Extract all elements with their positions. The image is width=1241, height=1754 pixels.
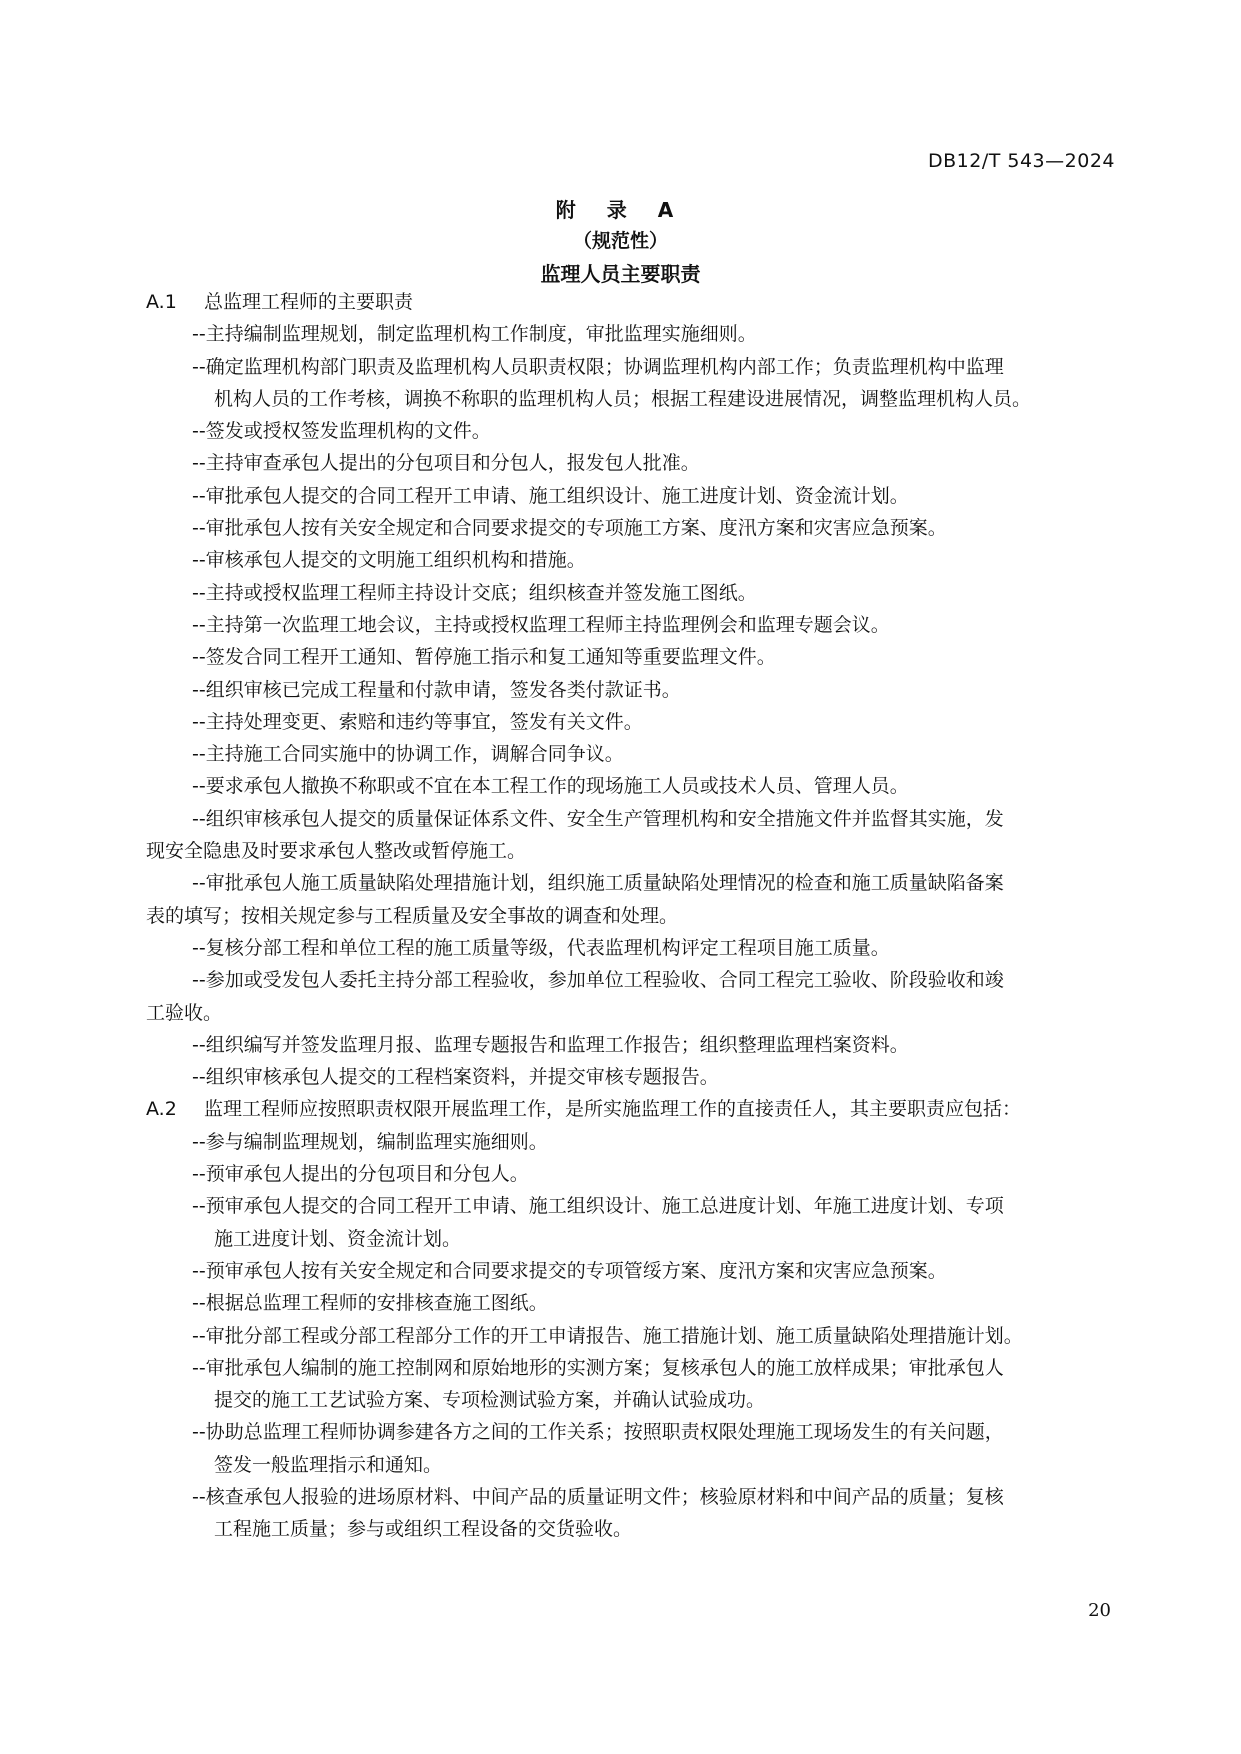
page-number: 20 [1088, 1600, 1111, 1621]
list-item: --组织审核承包人提交的工程档案资料，并提交审核专题报告。 [192, 1066, 719, 1089]
appendix-label: 附 录 A [555, 198, 686, 222]
appendix-title: 监理人员主要职责 [540, 262, 701, 286]
list-item: --审核承包人提交的文明施工组织机构和措施。 [192, 549, 586, 572]
list-item: --预审承包人提交的合同工程开工申请、施工组织设计、施工总进度计划、年施工进度计划、专项 [192, 1195, 1004, 1218]
list-item: --组织审核承包人提交的质量保证体系文件、安全生产管理机构和安全措施文件并监督其实施，发 [192, 807, 1004, 830]
list-item: --参与编制监理规划，编制监理实施细则。 [192, 1130, 548, 1153]
list-item: --参加或受发包人委托主持分部工程验收，参加单位工程验收、合同工程完工验收、阶段验收和竣 [192, 969, 1004, 992]
list-item: --主持编制监理规划，制定监理机构工作制度，审批监理实施细则。 [192, 323, 757, 346]
list-item-continuation: 机构人员的工作考核，调换不称职的监理机构人员；根据工程建设进展情况，调整监理机构人员。 [214, 387, 1032, 410]
list-item: --确定监理机构部门职责及监理机构人员职责权限；协调监理机构内部工作；负责监理机构中监理 [192, 355, 1004, 378]
list-item: --根据总监理工程师的安排核查施工图纸。 [192, 1292, 548, 1315]
list-item-continuation: 提交的施工工艺试验方案、专项检测试验方案，并确认试验成功。 [214, 1389, 766, 1412]
section-number: A.2 [146, 1098, 177, 1121]
list-item-continuation: 现安全隐患及时要求承包人整改或暂停施工。 [146, 840, 527, 863]
list-item: --主持处理变更、索赔和违约等事宜，签发有关文件。 [192, 710, 643, 733]
list-item: --要求承包人撤换不称职或不宜在本工程工作的现场施工人员或技术人员、管理人员。 [192, 775, 909, 798]
list-item-continuation: 工验收。 [146, 1001, 223, 1024]
list-item: --主持审查承包人提出的分包项目和分包人，报发包人批准。 [192, 452, 700, 475]
list-item: --组织编写并签发监理月报、监理专题报告和监理工作报告；组织整理监理档案资料。 [192, 1033, 909, 1056]
list-item: --复核分部工程和单位工程的施工质量等级，代表监理机构评定工程项目施工质量。 [192, 936, 890, 959]
section-number: A.1 [146, 291, 177, 313]
list-item-continuation: 表的填写；按相关规定参与工程质量及安全事故的调查和处理。 [146, 904, 679, 927]
list-item: --预审承包人提出的分包项目和分包人。 [192, 1163, 529, 1186]
section-heading-a1 [146, 286, 1124, 318]
list-item: --审批承包人编制的施工控制网和原始地形的实测方案；复核承包人的施工放样成果；审批承包人 [192, 1356, 1004, 1379]
list-item: --预审承包人按有关安全规定和合同要求提交的专项管绥方案、度汛方案和灾害应急预案。 [192, 1259, 947, 1282]
list-item: --协助总监理工程师协调参建各方之间的工作关系；按照职责权限处理施工现场发生的有关问题， [192, 1421, 1004, 1444]
list-item-continuation: 签发一般监理指示和通知。 [214, 1453, 443, 1476]
list-item: --核查承包人报验的进场原材料、中间产品的质量证明文件；核验原材料和中间产品的质量；复核 [192, 1485, 1004, 1508]
list-item-continuation: 工程施工质量；参与或组织工程设备的交货验收。 [214, 1518, 633, 1541]
list-item: --审批承包人施工质量缺陷处理措施计划，组织施工质量缺陷处理情况的检查和施工质量缺陷备案 [192, 872, 1004, 895]
appendix-normative-tag: （规范性） [572, 230, 668, 252]
section-heading-a2 [146, 1093, 1124, 1125]
list-item: --审批分部工程或分部工程部分工作的开工申请报告、施工措施计划、施工质量缺陷处理措施计划。 [192, 1324, 1023, 1347]
list-item: --审批承包人提交的合同工程开工申请、施工组织设计、施工进度计划、资金流计划。 [192, 484, 909, 507]
list-item: --主持或授权监理工程师主持设计交底；组织核查并签发施工图纸。 [192, 581, 757, 604]
list-item: --签发或授权签发监理机构的文件。 [192, 420, 491, 443]
list-item: --审批承包人按有关安全规定和合同要求提交的专项施工方案、度汛方案和灾害应急预案。 [192, 517, 947, 540]
list-item-continuation: 施工进度计划、资金流计划。 [214, 1227, 462, 1250]
list-item: --签发合同工程开工通知、暂停施工指示和复工通知等重要监理文件。 [192, 646, 776, 669]
list-item: --组织审核已完成工程量和付款申请，签发各类付款证书。 [192, 678, 681, 701]
document-code: DB12/T 543—2024 [927, 150, 1115, 172]
section-title: 总监理工程师的主要职责 [204, 291, 414, 313]
section-title: 监理工程师应按照职责权限开展监理工作，是所实施监理工作的直接责任人，其主要职责应包括： [204, 1098, 1022, 1121]
document-body [146, 286, 1124, 1546]
list-item: --主持第一次监理工地会议，主持或授权监理工程师主持监理例会和监理专题会议。 [192, 613, 890, 636]
list-item: --主持施工合同实施中的协调工作，调解合同争议。 [192, 743, 624, 766]
